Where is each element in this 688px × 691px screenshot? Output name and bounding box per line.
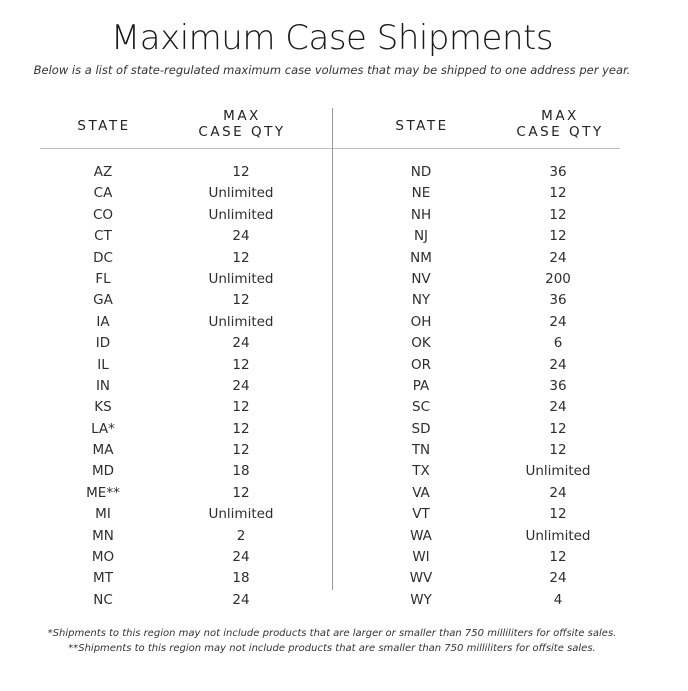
state-cell: VT [412,506,430,523]
state-cell: CA [93,185,113,202]
qty-cell: 24 [232,335,250,352]
qty-cell: 24 [549,484,567,501]
qty-cell: 36 [549,377,567,394]
qty-cell: 24 [549,313,567,330]
qty-cell: Unlimited [208,506,274,523]
qty-cell: Unlimited [208,206,274,223]
right-state-header [386,118,458,134]
qty-cell: 12 [549,549,567,566]
qty-cell: 12 [232,420,250,437]
state-cell: LA* [91,420,115,437]
qty-cell: 24 [549,356,567,373]
qty-cell: 12 [232,442,250,459]
state-cell: WA [410,527,432,544]
state-cell: MI [95,506,111,523]
max-header-line2: CASE QTY [516,124,604,140]
state-cell: KS [94,399,112,416]
state-cell: OR [410,356,431,373]
state-cell: AZ [93,164,113,180]
state-header-label: STATE [395,118,449,134]
qty-cell: 12 [549,420,567,437]
state-cell: NE [411,185,431,202]
state-cell: SC [412,399,430,416]
qty-cell: 24 [549,570,567,587]
state-cell: GA [93,292,113,309]
right-max-qty-header [498,108,622,140]
state-cell: IL [97,356,109,373]
qty-cell: 12 [549,228,567,245]
qty-cell: 12 [232,292,250,309]
state-cell: NC [93,591,113,608]
state-cell: SD [411,420,431,437]
qty-cell: 12 [232,356,250,373]
state-cell: CO [92,206,114,223]
page-title: Maximum Case Shipments [110,18,554,58]
state-cell: WV [409,570,433,587]
left-max-qty-header [180,108,304,140]
state-cell: DC [93,249,113,266]
state-cell: NH [410,206,432,223]
state-cell: WY [410,591,432,608]
state-cell: NV [411,270,431,287]
state-cell: TX [412,463,430,480]
state-cell: VA [412,484,430,501]
qty-cell: Unlimited [208,270,274,287]
state-cell: WI [412,549,430,566]
footnote-la: *Shipments to this region may not include products that are larger or smaller than 750 milliliters for offsite sales. [47,628,617,639]
right-qty-column [507,164,609,613]
state-header-label: STATE [77,118,131,134]
qty-cell: 24 [232,591,250,608]
state-cell: MD [91,463,115,480]
state-cell: PA [412,377,430,394]
qty-cell: 36 [549,164,567,180]
qty-cell: 12 [232,399,250,416]
state-cell: MN [92,527,114,544]
qty-cell: 12 [232,164,250,180]
qty-cell: Unlimited [525,527,591,544]
qty-cell: 24 [232,549,250,566]
state-cell: IA [96,313,110,330]
state-cell: NY [411,292,431,309]
qty-cell: 6 [553,335,563,352]
right-state-column [381,164,461,613]
state-cell: CT [94,228,112,245]
qty-cell: 12 [232,484,250,501]
state-cell: NM [410,249,432,266]
state-cell: NJ [413,228,429,245]
header-divider [40,148,620,149]
qty-cell: 12 [549,442,567,459]
qty-cell: 18 [232,463,250,480]
max-header-line2: CASE QTY [198,124,286,140]
page-subtitle: Below is a list of state-regulated maximum case volumes that may be shipped to one address per year. [33,63,631,77]
left-state-column [63,164,143,613]
qty-cell: Unlimited [208,185,274,202]
qty-cell: 24 [232,377,250,394]
qty-cell: 12 [549,206,567,223]
qty-cell: 24 [549,249,567,266]
qty-cell: 12 [549,506,567,523]
qty-cell: Unlimited [208,313,274,330]
qty-cell: 24 [549,399,567,416]
state-cell: ID [95,335,111,352]
qty-cell: 4 [553,591,563,608]
center-divider [332,108,333,590]
state-cell: IN [95,377,111,394]
state-cell: ND [410,164,432,180]
max-header-line1: MAX [223,108,261,124]
qty-cell: 18 [232,570,250,587]
max-header-line1: MAX [541,108,579,124]
state-cell: MA [92,442,114,459]
qty-cell: 24 [232,228,250,245]
footnote-me: **Shipments to this region may not include products that are smaller than 750 milliliters for offsite sales. [68,643,596,654]
qty-cell: Unlimited [525,463,591,480]
qty-cell: 2 [236,527,246,544]
state-cell: MO [91,549,115,566]
qty-cell: 12 [549,185,567,202]
left-state-header [68,118,140,134]
qty-cell: 12 [232,249,250,266]
state-cell: TN [411,442,431,459]
left-qty-column [190,164,292,613]
state-cell: OH [410,313,432,330]
qty-cell: 36 [549,292,567,309]
qty-cell: 200 [545,270,571,287]
state-cell: FL [95,270,111,287]
state-cell: OK [411,335,431,352]
state-cell: MT [93,570,113,587]
state-cell: ME** [86,484,120,501]
